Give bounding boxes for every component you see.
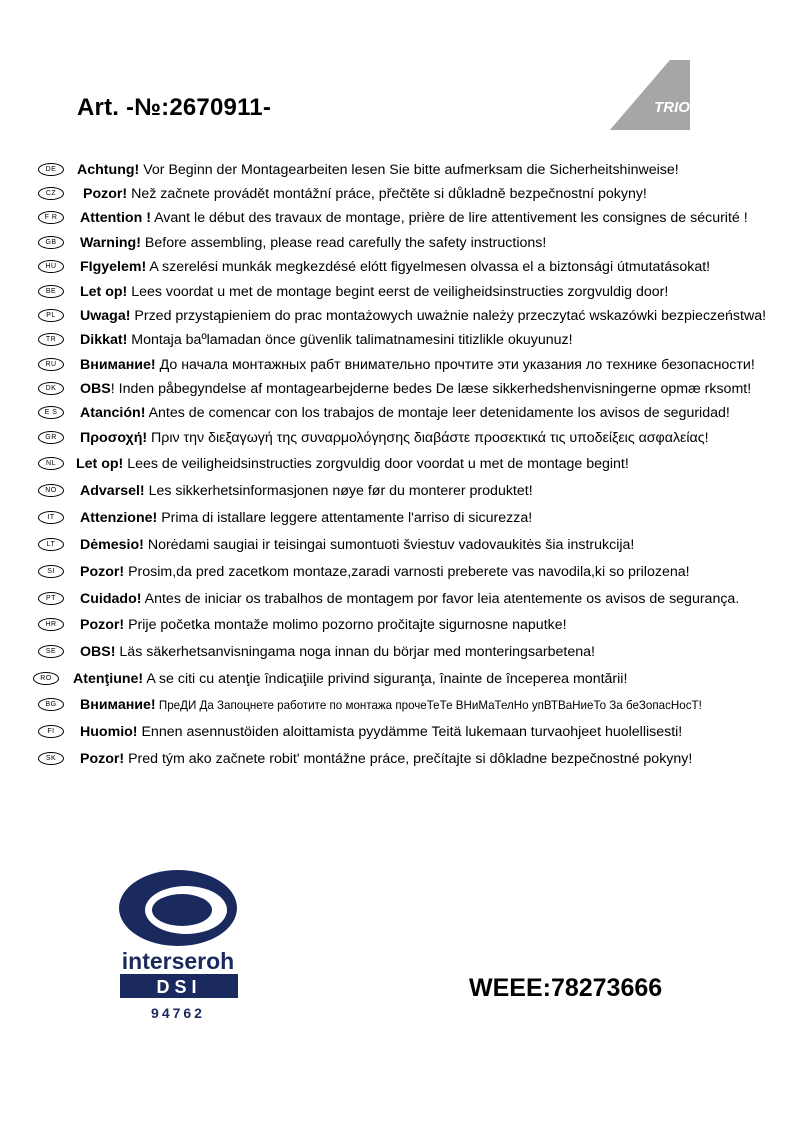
warning-text (80, 330, 573, 350)
warning-title: Dikkat! (80, 332, 128, 348)
warning-text (80, 257, 710, 277)
language-badge: PT (38, 592, 64, 605)
warning-body: Πριν την διεξαγωγή της συναρμολόγησης διαβάστε προσεκτικά τις υποδείξεις ασφαλείας! (147, 430, 709, 446)
warning-body: Przed przystąpieniem do prac montażowych uważnie należy przeczytać wskazówki bezpieczeństwa! (130, 308, 767, 324)
language-badge: TR (38, 333, 64, 346)
warning-title: Dėmesio! (80, 537, 144, 553)
warning-body: A se citi cu atenţie îndicaţiile privind siguranţa, înainte de începerea montării! (143, 671, 628, 687)
warning-title: Προσοχή! (80, 430, 148, 446)
warning-text (77, 160, 679, 180)
warning-body: Pred tým ako začnete robit' montážne práce, prečítajte si dôkladne bezpečnostné pokyny! (124, 751, 693, 767)
warning-title: FIgyelem! (80, 259, 147, 275)
language-badge: PL (38, 309, 64, 322)
warning-text (80, 589, 739, 609)
warning-title: Внимание! (80, 697, 156, 713)
warning-title: Внимание! (80, 357, 156, 373)
warning-text (73, 669, 627, 689)
language-badge: SI (38, 565, 64, 578)
logo-number: 94762 (151, 1005, 205, 1021)
warning-body: Prima di istallare leggere attentamente l'arriso di sicurezza! (157, 510, 533, 526)
warning-title: Huomio! (80, 724, 138, 740)
warning-body: Antes de comencar con los trabajos de montaje leer detenidamente los avisos de seguridad! (145, 405, 730, 421)
warning-text (80, 306, 766, 326)
language-badge: HU (38, 260, 64, 273)
warning-text (80, 722, 682, 742)
language-badge: NO (38, 484, 64, 497)
language-badge: GR (38, 431, 64, 444)
warning-body: До начала монтажных рабт внимательно прочтите эти указания ло технике безопасности! (155, 357, 755, 373)
warning-body: Montaja baºlamadan önce güvenlik talimatnamesini titizlikle okuyunuz! (127, 332, 573, 348)
warning-body: Prije početka montaže molimo pozorno pročitajte sigurnosne naputke! (124, 617, 567, 633)
language-badge: FI (38, 725, 64, 738)
warning-body: Läs säkerhetsanvisningama noga innan du börjar med monteringsarbetena! (115, 644, 595, 660)
warning-body: Prosim,da pred zacetkom montaze,zaradi varnosti preberete vas navodila,ki so prilozena! (124, 564, 690, 580)
warning-body: Norėdami saugiai ir teisingai sumontuoti šviestuv vadovaukitės šia instrukcija! (143, 537, 635, 553)
language-badge: E S (38, 406, 64, 419)
warning-text (83, 184, 647, 204)
warning-title: Let op! (80, 284, 128, 300)
warning-text (76, 454, 629, 474)
interseroh-logo (112, 868, 244, 1024)
warning-text (80, 233, 546, 253)
warning-title: Atenţiune! (73, 671, 144, 687)
warning-text (80, 355, 755, 375)
language-badge: SE (38, 645, 64, 658)
logo-name: interseroh (121, 948, 235, 974)
warning-text (80, 481, 533, 501)
warning-text (80, 403, 730, 423)
warning-body: Avant le début des travaux de montage, prière de lire attentivement les consignes de sécurité ! (150, 210, 748, 226)
warning-title: Advarsel! (80, 483, 145, 499)
warning-body: Antes de iniciar os trabalhos de montagem por favor leia atentemente os avisos de segurança. (141, 591, 740, 607)
warning-title: Pozor! (83, 186, 128, 202)
warning-body: Lees voordat u met de montage begint eerst de veiligheidsinstructies zorgvuldig door! (127, 284, 669, 300)
language-badge: DK (38, 382, 64, 395)
warning-body: Lees de veiligheidsinstructies zorgvuldig door voordat u met de montage begint! (123, 456, 629, 472)
warning-body: A szerelési munkák megkezdésé elótt figyelmesen olvassa el a biztonsági útmutatásokat! (146, 259, 711, 275)
warning-title: Attention ! (80, 210, 151, 226)
logo-label: DSI (156, 977, 202, 997)
warning-body: Než začnete provádět montážní práce, přečtěte si důkladně bezpečnostní pokyny! (127, 186, 647, 202)
warning-text (80, 615, 567, 635)
brand-name: TRIO (654, 99, 690, 116)
language-badge: RU (38, 358, 64, 371)
warning-title: Pozor! (80, 751, 125, 767)
warning-title: OBS! (80, 644, 116, 660)
language-badge: HR (38, 618, 64, 631)
warning-text (80, 508, 532, 528)
warning-title: Cuidado! (80, 591, 142, 607)
warning-body: Vor Beginn der Montagearbeiten lesen Sie bitte aufmerksam die Sicherheitshinweise! (139, 162, 679, 178)
warning-text (80, 282, 668, 302)
language-badge: RO (33, 672, 59, 685)
warning-text (80, 379, 751, 399)
warning-text (80, 562, 690, 582)
warning-title: Attenzione! (80, 510, 158, 526)
warning-text (80, 642, 595, 662)
warning-title: Achtung! (77, 162, 140, 178)
warning-body: ПреДИ Да Запоцнете работите по монтажа прочеТеТе ВНиМаТелНо упВТВаНиеТо За беЗопасНосТ! (155, 699, 702, 712)
warning-title: OBS (80, 381, 111, 397)
language-badge: GB (38, 236, 64, 249)
warning-body: ! Inden påbegyndelse af montagearbejderne bedes De læse sikkerhedshenvisningerne opmæ rksomt! (110, 381, 752, 397)
language-badge: BG (38, 698, 64, 711)
article-number: Art. -№:2670911- (77, 94, 272, 121)
warning-title: Atanción! (80, 405, 146, 421)
warning-title: Let op! (76, 456, 124, 472)
warning-body: Les sikkerhetsinformasjonen nøye før du monterer produktet! (144, 483, 533, 499)
language-badge: SK (38, 752, 64, 765)
language-badge: IT (38, 511, 64, 524)
language-badge: NL (38, 457, 64, 470)
language-badge: BE (38, 285, 64, 298)
trio-logo (608, 60, 690, 130)
language-badge: LT (38, 538, 64, 551)
warning-title: Pozor! (80, 617, 125, 633)
warning-text (80, 749, 692, 769)
warning-text (80, 535, 634, 555)
language-badge: F R (38, 211, 64, 224)
warning-title: Warning! (80, 235, 141, 251)
warning-body: Before assembling, please read carefully the safety instructions! (140, 235, 547, 251)
weee-number: WEEE:78273666 (469, 974, 663, 1002)
warning-text (80, 208, 748, 228)
warning-body: Ennen asennustöiden aloittamista pyydämme Teitä lukemaan turvaohjeet huolellisesti! (137, 724, 683, 740)
warning-text (80, 695, 702, 716)
warning-text (80, 428, 709, 448)
language-badge: DE (38, 163, 64, 176)
warning-title: Uwaga! (80, 308, 131, 324)
language-badge: CZ (38, 187, 64, 200)
warning-title: Pozor! (80, 564, 125, 580)
